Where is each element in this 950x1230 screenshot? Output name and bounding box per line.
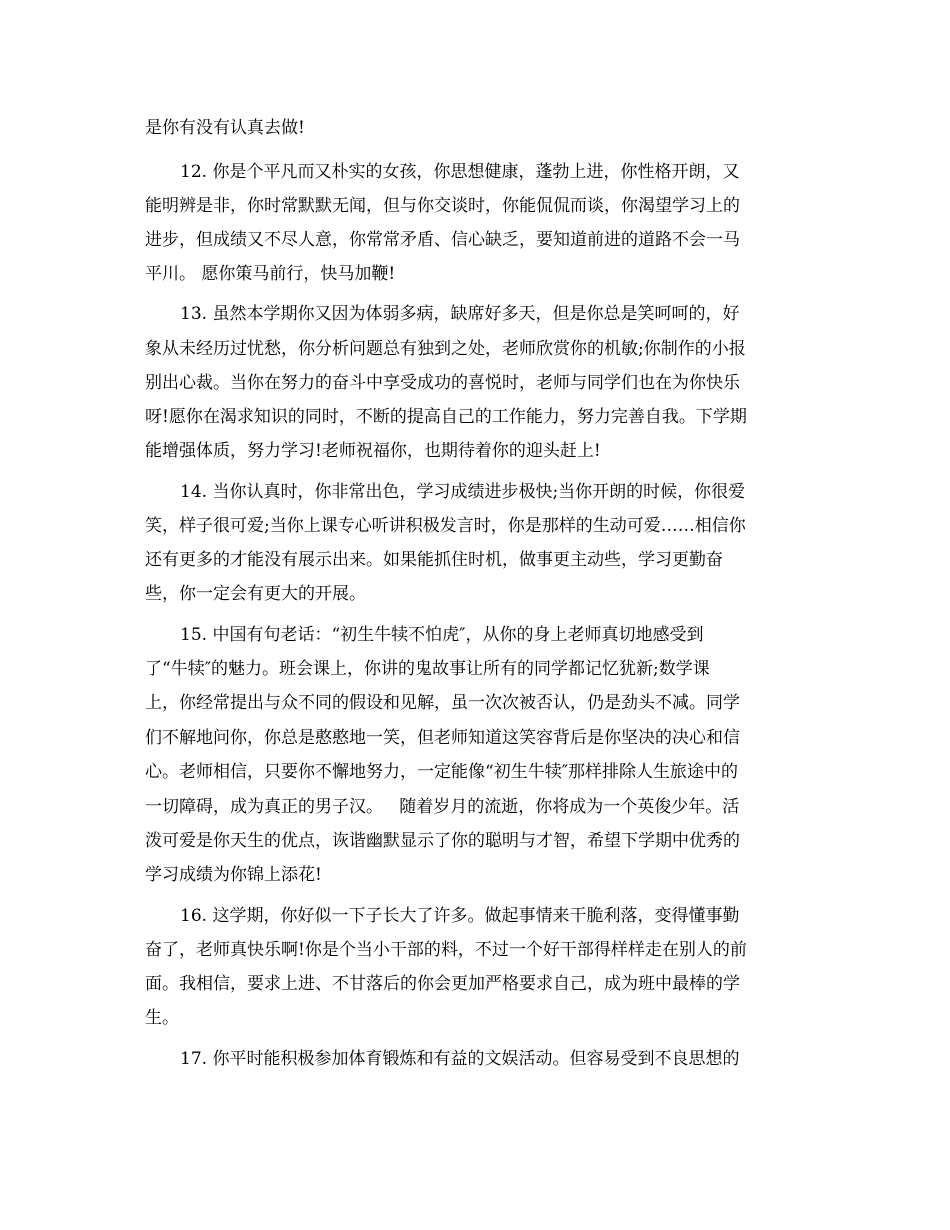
text-line: 生。 bbox=[145, 1008, 179, 1028]
paragraph-14-start: 14. 当你认真时，你非常出色，学习成绩进步极快;当你开朗的时候，你很爱 bbox=[180, 482, 746, 502]
text-line: 是你有没有认真去做! bbox=[145, 118, 305, 138]
text-line: 泼可爱是你天生的优点，诙谐幽默显示了你的聪明与才智，希望下学期中优秀的 bbox=[145, 831, 740, 851]
text-line: 心。老师相信，只要你不懈地努力，一定能像“初生牛犊″那样排除人生旅途中的 bbox=[145, 762, 739, 782]
text-line: 一切障碍，成为真正的男子汉。 随着岁月的流逝，你将成为一个英俊少年。活 bbox=[145, 797, 740, 817]
text-line: 进步，但成绩又不尽人意，你常常矛盾、信心缺乏，要知道前进的道路不会一马 bbox=[145, 230, 740, 250]
text-line: 面。我相信，要求上进、不甘落后的你会更加严格要求自己，成为班中最棒的学 bbox=[145, 974, 740, 994]
paragraph-15-start: 15. 中国有句老话：“初生牛犊不怕虎″，从你的身上老师真切地感受到 bbox=[180, 625, 704, 645]
text-line: 了“牛犊″的魅力。班会课上，你讲的鬼故事让所有的同学都记忆犹新;数学课 bbox=[145, 659, 710, 679]
text-line: 学习成绩为你锦上添花! bbox=[145, 865, 322, 885]
text-line: 些，你一定会有更大的开展。 bbox=[145, 584, 366, 604]
text-line: 别出心裁。当你在努力的奋斗中享受成功的喜悦时，老师与同学们也在为你快乐 bbox=[145, 373, 740, 393]
paragraph-17-start: 17. 你平时能积极参加体育锻炼和有益的文娱活动。但容易受到不良思想的 bbox=[180, 1049, 740, 1069]
text-line: 能明辨是非，你时常默默无闻，但与你交谈时，你能侃侃而谈，你渴望学习上的 bbox=[145, 196, 740, 216]
text-line: 呀!愿你在渴求知识的同时，不断的提高自己的工作能力，努力完善自我。下学期 bbox=[145, 407, 747, 427]
paragraph-16-start: 16. 这学期，你好似一下子长大了许多。做起事情来干脆利落，变得懂事勤 bbox=[180, 906, 740, 926]
text-line: 平川。 愿你策马前行，快马加鞭! bbox=[145, 264, 396, 284]
text-line: 上，你经常提出与众不同的假设和见解，虽一次次被否认，仍是劲头不减。同学 bbox=[145, 693, 740, 713]
text-line: 象从未经历过忧愁，你分析问题总有独到之处，老师欣赏你的机敏;你制作的小报 bbox=[145, 339, 746, 359]
text-line: 奋了，老师真快乐啊!你是个当小干部的料，不过一个好干部得样样走在别人的前 bbox=[145, 940, 747, 960]
text-line: 能增强体质，努力学习!老师祝福你，也期待着你的迎头赶上! bbox=[145, 441, 601, 461]
text-line: 笑，样子很可爱;当你上课专心听讲积极发言时，你是那样的生动可爱……相信你 bbox=[145, 516, 746, 536]
paragraph-12-start: 12. 你是个平凡而又朴实的女孩，你思想健康，蓬勃上进，你性格开朗，又 bbox=[180, 162, 740, 182]
text-line: 还有更多的才能没有展示出来。如果能抓住时机，做事更主动些，学习更勤奋 bbox=[145, 550, 723, 570]
paragraph-13-start: 13. 虽然本学期你又因为体弱多病，缺席好多天，但是你总是笑呵呵的，好 bbox=[180, 304, 740, 324]
text-line: 们不解地问你，你总是憨憨地一笑，但老师知道这笑容背后是你坚决的决心和信 bbox=[145, 728, 740, 748]
